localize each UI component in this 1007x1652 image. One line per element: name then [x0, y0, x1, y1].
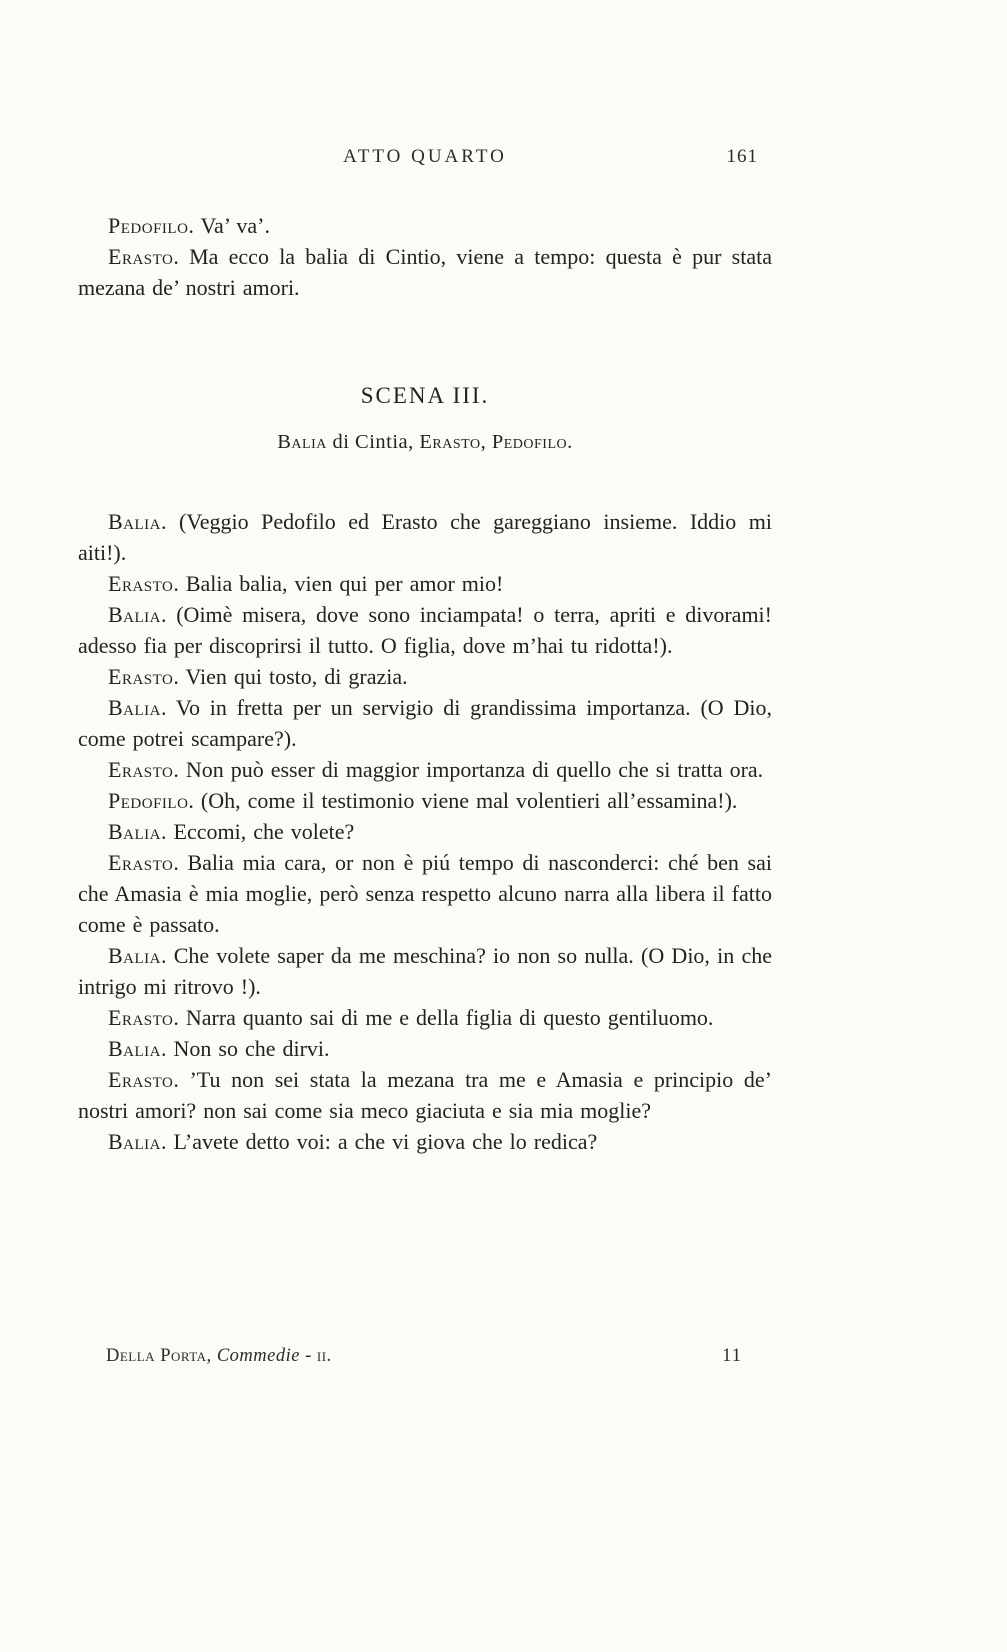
scene-heading: SCENA III.: [360, 383, 490, 408]
text-segment: ii.: [316, 1346, 332, 1366]
speaker-name: Balia: [108, 819, 161, 844]
page-number: 161: [726, 146, 758, 167]
text-column: [78, 0, 772, 1157]
dialogue-block: [78, 506, 772, 1157]
speaker-name: Balia: [108, 1129, 161, 1154]
text-segment: Commedie: [216, 1346, 300, 1366]
speaker-name: Erasto: [108, 757, 174, 782]
speech-paragraph: Balia. Eccomi, che volete?: [108, 819, 355, 844]
text-segment: Pedofilo: [491, 431, 568, 453]
speaker-name: Balia: [108, 695, 161, 720]
speaker-name: Erasto: [108, 244, 174, 269]
speech-paragraph: Pedofilo. Va’ va’.: [108, 213, 271, 238]
running-header: [78, 146, 772, 174]
speaker-name: Erasto: [108, 664, 174, 689]
text-segment: Erasto: [419, 431, 481, 453]
text-segment: -: [299, 1346, 317, 1366]
speaker-name: Erasto: [108, 850, 174, 875]
speaker-name: Erasto: [108, 1005, 174, 1030]
page-footer: [78, 1346, 772, 1367]
speaker-name: Erasto: [108, 571, 174, 596]
footer-signature: 11: [722, 1346, 742, 1366]
speaker-name: Erasto: [108, 1067, 174, 1092]
speech-paragraph: Erasto. Ma ecco la balia di Cintio, viene a tempo: questa è pur stata mezana de’ nostri amori.: [78, 244, 772, 300]
speech-paragraph: Erasto. Balia mia cara, or non è piú tempo di nasconderci: ché ben sai che Amasia è mia moglie, però senza respetto alcuno narra alla libera il fatto come è passato.: [78, 850, 772, 937]
speech-paragraph: Balia. (Veggio Pedofilo ed Erasto che gareggiano insieme. Iddio mi aiti!).: [78, 509, 772, 565]
speaker-name: Balia: [108, 943, 161, 968]
speech-paragraph: Erasto. Narra quanto sai di me e della figlia di questo gentiluomo.: [108, 1005, 714, 1030]
speaker-name: Balia: [108, 602, 161, 627]
speech-paragraph: Erasto. Non può esser di maggior importanza di quello che si tratta ora.: [108, 757, 764, 782]
speaker-name: Pedofilo: [108, 213, 189, 238]
text-segment: Balia: [277, 431, 327, 453]
speech-paragraph: Balia. Che volete saper da me meschina? io non so nulla. (O Dio, in che intrigo mi ritrovo !).: [78, 943, 772, 999]
text-segment: .: [567, 431, 573, 453]
running-header-title: ATTO QUARTO: [343, 146, 507, 167]
scene-cast-line: [78, 431, 772, 454]
text-segment: ,: [480, 431, 492, 453]
speaker-name: Balia: [108, 1036, 161, 1061]
footer-imprint: [106, 1346, 332, 1366]
text-segment: Della Porta,: [106, 1346, 217, 1366]
speech-paragraph: Erasto. Balia balia, vien qui per amor mio!: [108, 571, 504, 596]
speaker-name: Balia: [108, 509, 161, 534]
text-segment: di Cintia,: [326, 431, 420, 453]
speaker-name: Pedofilo: [108, 788, 189, 813]
speech-paragraph: Pedofilo. (Oh, come il testimonio viene mal volentieri all’essamina!).: [108, 788, 738, 813]
speech-paragraph: Balia. Non so che dirvi.: [108, 1036, 330, 1061]
speech-paragraph: Balia. L’avete detto voi: a che vi giova che lo redica?: [108, 1129, 598, 1154]
speech-paragraph: Balia. Vo in fretta per un servigio di grandissima importanza. (O Dio, come potrei scampare?).: [78, 695, 772, 751]
speech-paragraph: Erasto. Vien qui tosto, di grazia.: [108, 664, 408, 689]
speech-paragraph: Erasto. ’Tu non sei stata la mezana tra me e Amasia e principio de’ nostri amori? non sai come sia meco giaciuta e sia mia moglie?: [78, 1067, 772, 1123]
speech-paragraph: Balia. (Oimè misera, dove sono inciampata! o terra, apriti e divorami! adesso fia per discoprirsi il tutto. O figlia, dove m’hai tu ridotta!).: [78, 602, 772, 658]
opening-dialogue-block: [78, 210, 772, 303]
